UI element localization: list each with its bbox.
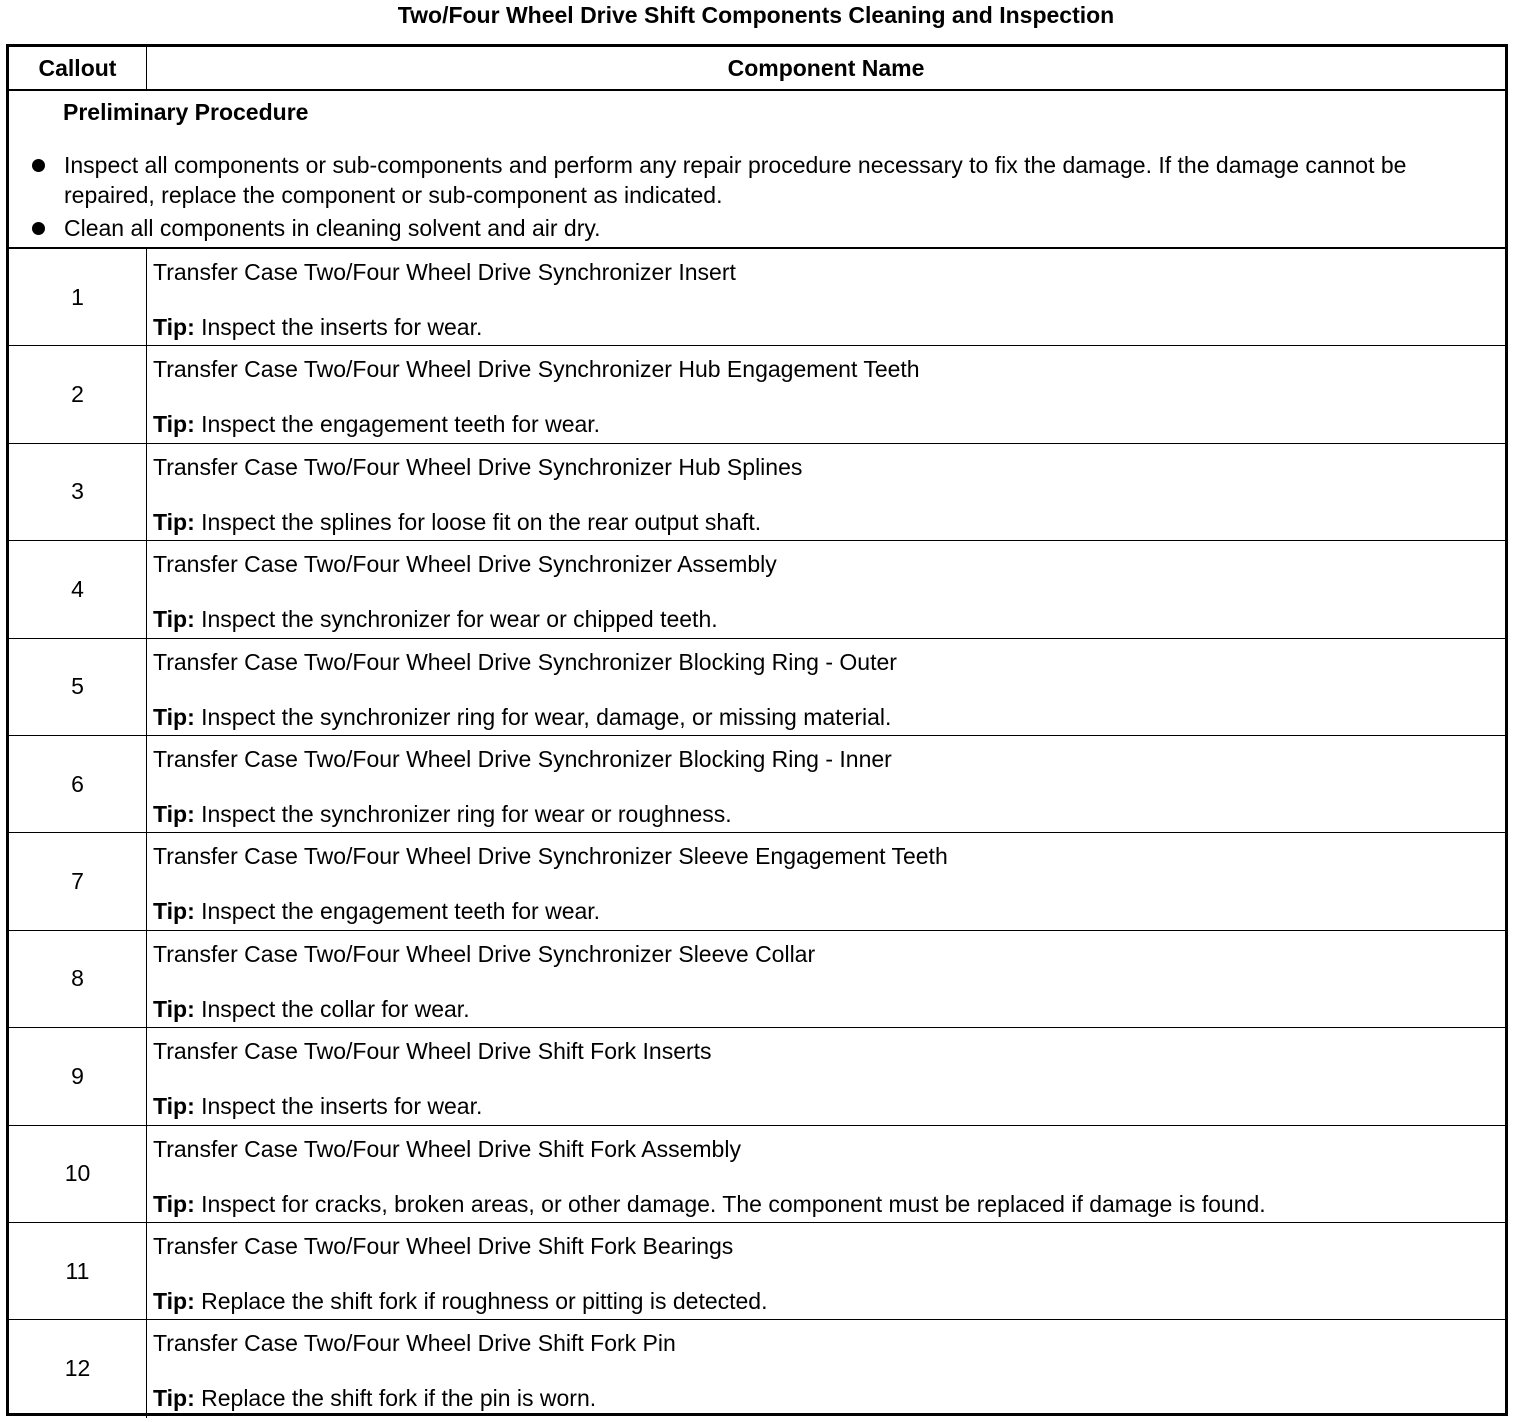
preliminary-bullet-text: Inspect all components or sub-components and perform any repair procedure necessary to fix the damage. If the damage cannot be repaired, replace the component or sub-component as indicated. [64,152,1407,208]
component-tip [153,1286,768,1316]
component-rows [9,249,1505,1418]
table-row [9,1320,1505,1417]
tip-text: Inspect the inserts for wear. [201,314,483,340]
callout-cell [9,1126,147,1222]
tip-label: Tip: [153,800,195,827]
tip-text: Inspect the collar for wear. [201,995,470,1022]
component-tip [153,409,600,439]
component-name: Transfer Case Two/Four Wheel Drive Shift Fork Inserts [153,1038,712,1065]
preliminary-bullet [29,150,1493,210]
callout-cell [9,346,147,442]
callout-number: 1 [71,283,84,310]
component-tip [153,1189,1266,1219]
component-name: Transfer Case Two/Four Wheel Drive Shift Fork Pin [153,1330,676,1357]
callout-number: 7 [71,868,84,895]
callout-cell [9,736,147,832]
table-row [9,736,1505,833]
tip-label: Tip: [153,1093,195,1120]
table-row [9,833,1505,930]
tip-label: Tip: [153,314,195,340]
table-row [9,639,1505,736]
tip-label: Tip: [153,411,195,438]
component-name: Transfer Case Two/Four Wheel Drive Shift Fork Bearings [153,1232,734,1259]
tip-text: Inspect the synchronizer ring for wear or roughness. [201,800,732,827]
preliminary-bullet-text: Clean all components in cleaning solvent and air dry. [64,215,601,241]
component-name: Transfer Case Two/Four Wheel Drive Synchronizer Hub Splines [153,453,803,480]
table-row [9,1126,1505,1223]
component-name-header: Component Name [727,55,925,81]
bullet-dot-icon [32,222,45,235]
callout-number: 10 [64,1160,91,1187]
callout-cell [9,444,147,540]
callout-cell [9,931,147,1027]
component-name: Transfer Case Two/Four Wheel Drive Synchronizer Hub Engagement Teeth [153,356,920,383]
callout-cell [9,833,147,929]
callout-cell [9,1028,147,1124]
component-tip [153,799,732,829]
callout-cell [9,541,147,637]
component-tip [153,994,470,1024]
preliminary-bullet [29,213,1493,243]
tip-text: Inspect the engagement teeth for wear. [201,411,601,438]
callout-number: 2 [71,381,84,408]
tip-text: Inspect the synchronizer ring for wear, damage, or missing material. [201,703,892,730]
table-row [9,1223,1505,1320]
component-tip [153,702,891,732]
component-name: Transfer Case Two/Four Wheel Drive Synchronizer Blocking Ring - Inner [153,745,892,772]
tip-label: Tip: [153,606,195,633]
callout-cell [9,639,147,735]
bullet-dot-icon [32,159,45,172]
tip-text: Inspect the engagement teeth for wear. [201,898,601,925]
component-name: Transfer Case Two/Four Wheel Drive Synchronizer Assembly [153,551,777,578]
component-name: Transfer Case Two/Four Wheel Drive Synchronizer Sleeve Engagement Teeth [153,843,948,870]
callout-header: Callout [9,47,147,89]
table-row [9,931,1505,1028]
preliminary-procedure [9,91,1505,249]
preliminary-bullet-list [29,150,1493,246]
callout-cell [9,1223,147,1319]
table-row [9,346,1505,443]
document-title: Two/Four Wheel Drive Shift Components Cleaning and Inspection [397,2,1115,28]
callout-number: 12 [64,1355,91,1382]
component-tip [153,1383,596,1413]
tip-text: Replace the shift fork if roughness or pitting is detected. [201,1287,768,1314]
component-name: Transfer Case Two/Four Wheel Drive Synchronizer Sleeve Collar [153,940,816,967]
table-row [9,249,1505,346]
table-row [9,541,1505,638]
callout-number: 5 [71,673,84,700]
tip-label: Tip: [153,1190,195,1217]
component-tip [153,507,761,537]
table-row [9,1028,1505,1125]
callout-cell [9,249,147,345]
tip-label: Tip: [153,995,195,1022]
tip-text: Inspect the synchronizer for wear or chipped teeth. [201,606,718,633]
tip-label: Tip: [153,898,195,925]
tip-label: Tip: [153,508,195,535]
table-row [9,444,1505,541]
component-name: Transfer Case Two/Four Wheel Drive Synchronizer Insert [153,259,736,285]
tip-text: Inspect for cracks, broken areas, or other damage. The component must be replaced if damage is found. [201,1190,1266,1217]
component-tip [153,1091,482,1121]
tip-label: Tip: [153,703,195,730]
callout-number: 9 [71,1062,84,1089]
inspection-table [6,44,1508,1416]
preliminary-procedure-title: Preliminary Procedure [63,99,309,125]
component-tip [153,896,600,926]
tip-text: Inspect the inserts for wear. [201,1093,483,1120]
component-name: Transfer Case Two/Four Wheel Drive Shift Fork Assembly [153,1135,741,1162]
callout-number: 4 [71,575,84,602]
callout-cell [9,1320,147,1417]
component-tip [153,604,718,634]
tip-label: Tip: [153,1385,195,1412]
tip-text: Inspect the splines for loose fit on the rear output shaft. [201,508,762,535]
table-header [9,47,1505,91]
callout-number: 8 [71,965,84,992]
callout-number: 6 [71,770,84,797]
callout-number: 3 [71,478,84,505]
component-tip [153,312,482,342]
tip-text: Replace the shift fork if the pin is worn. [201,1385,597,1412]
tip-label: Tip: [153,1287,195,1314]
component-name: Transfer Case Two/Four Wheel Drive Synchronizer Blocking Ring - Outer [153,648,897,675]
callout-number: 11 [65,1257,90,1284]
